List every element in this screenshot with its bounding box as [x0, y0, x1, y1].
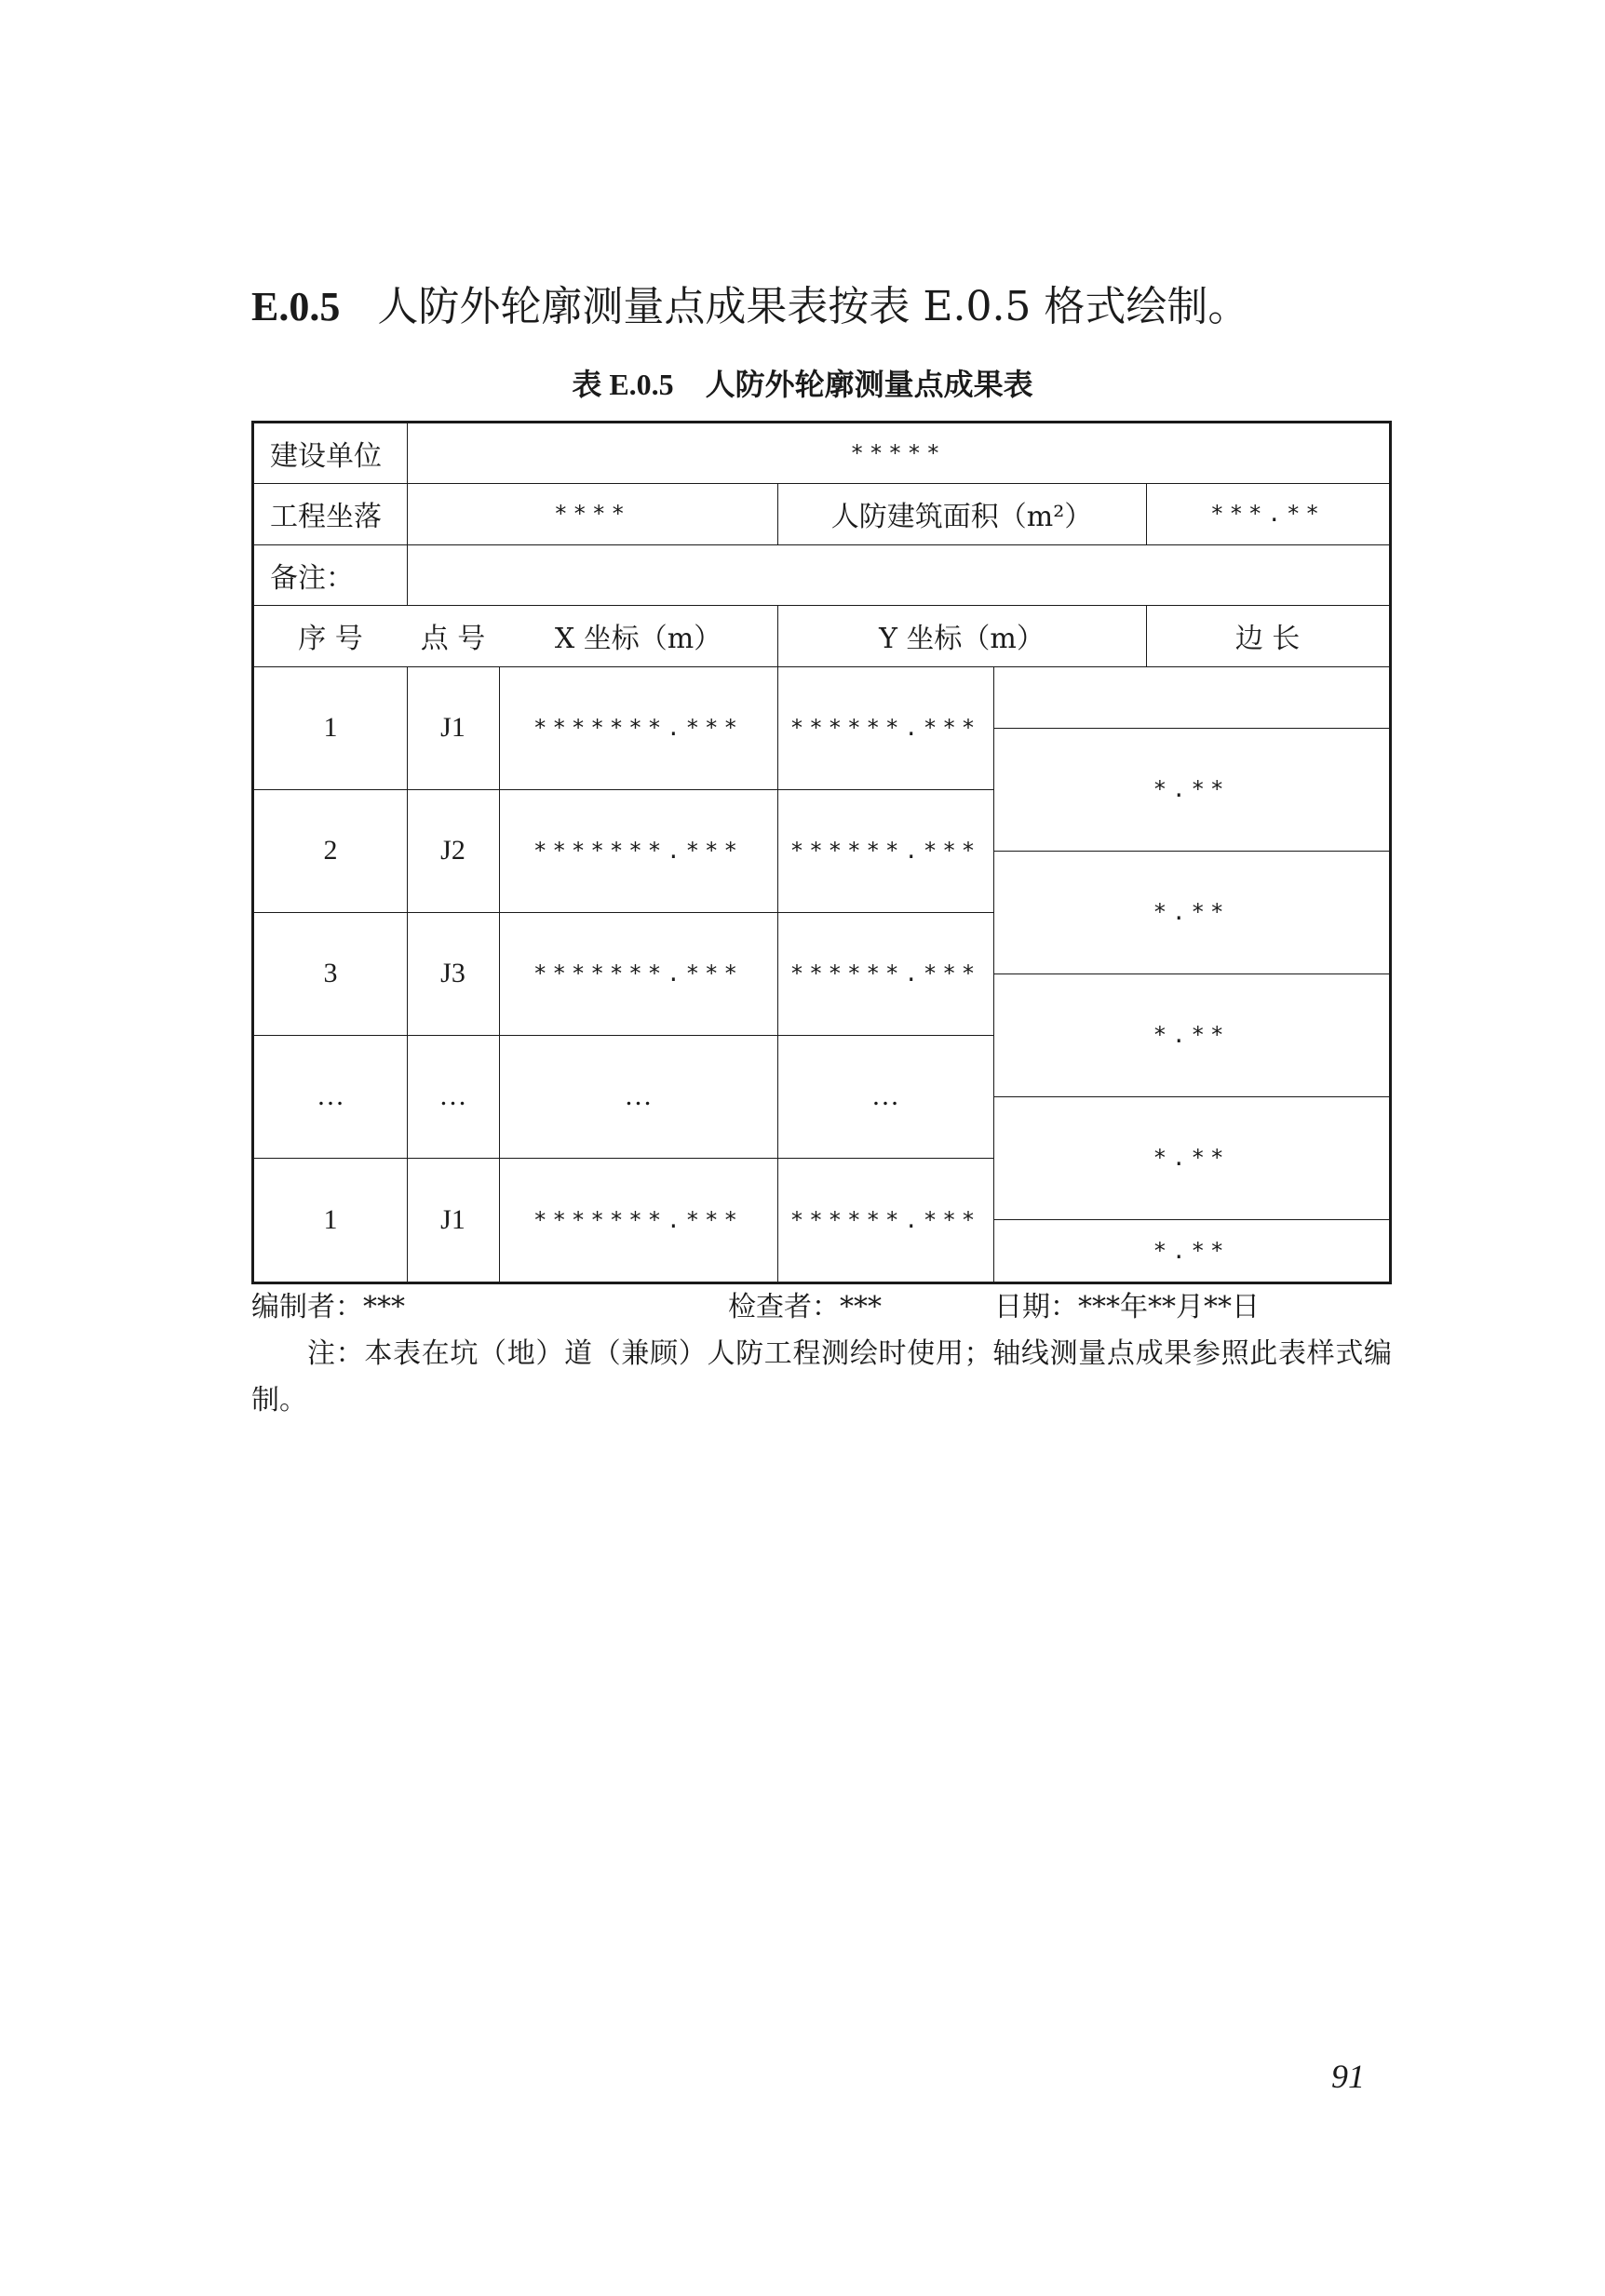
area-label: 人防建筑面积（m²）: [830, 501, 1093, 533]
table-cell-x: *******.***: [533, 715, 743, 741]
table-cell-edge: *.**: [1153, 1022, 1230, 1048]
table-cell-point: J1: [440, 712, 465, 743]
table-cell-y: ******.***: [789, 1206, 981, 1233]
table-cell-x: *******.***: [533, 960, 743, 987]
header-y: Y 坐标（m）: [879, 623, 1045, 655]
table-cell-x: …: [624, 1081, 653, 1111]
table-cell-y: ******.***: [789, 715, 981, 741]
page-number: 91: [1331, 2058, 1365, 2095]
section-number: E.0.5: [251, 284, 341, 329]
table-cell-edge: *.**: [1153, 776, 1230, 802]
location-value: ****: [554, 501, 630, 527]
header-point: 点 号: [420, 623, 486, 655]
checker-field: 检查者：***: [728, 1291, 882, 1323]
area-value: ***.**: [1210, 501, 1325, 527]
table-cell-point: J1: [440, 1203, 465, 1235]
section-text: 人防外轮廓测量点成果表按表 E.0.5 格式绘制。: [377, 283, 1249, 330]
compiler-field: 编制者：***: [251, 1291, 405, 1323]
table-cell-x: *******.***: [533, 1206, 743, 1233]
construction-unit-value: *****: [850, 440, 946, 466]
section-heading: [251, 279, 1248, 335]
table-note: 注：本表在坑（地）道（兼顾）人防工程测绘时使用；轴线测量点成果参照此表样式编制。: [251, 1337, 1392, 1417]
table-number: 表 E.0.5: [572, 368, 674, 401]
date-field: 日期：***年**月**日: [994, 1291, 1260, 1323]
header-x: X 坐标（m）: [554, 623, 722, 655]
table-cell-edge: *.**: [1153, 1237, 1230, 1264]
table-cell-seq: 1: [323, 712, 338, 743]
table-cell-point: …: [438, 1081, 467, 1111]
table-cell-y: ******.***: [789, 960, 981, 987]
table-title: 人防外轮廓测量点成果表: [705, 367, 1033, 402]
table-cell-seq: 2: [323, 835, 338, 866]
table-cell-point: J3: [440, 958, 465, 988]
construction-unit-label: 建设单位: [270, 440, 382, 473]
header-edge: 边 长: [1234, 623, 1301, 655]
table-cell-seq: 1: [323, 1203, 338, 1235]
table-cell-edge: *.**: [1153, 899, 1230, 925]
remarks-label: 备注：: [270, 561, 354, 595]
table-cell-y: ******.***: [789, 838, 981, 864]
table-caption: [0, 363, 1605, 406]
table-cell-edge: *.**: [1153, 1145, 1230, 1171]
table-cell-seq: …: [317, 1081, 344, 1111]
table-cell-y: …: [871, 1081, 899, 1111]
results-table: [251, 421, 1392, 1284]
table-cell-point: J2: [440, 835, 465, 866]
location-label: 工程坐落: [270, 501, 382, 533]
header-seq: 序 号: [298, 623, 363, 655]
table-cell-x: *******.***: [533, 838, 743, 864]
table-cell-seq: 3: [323, 958, 338, 988]
